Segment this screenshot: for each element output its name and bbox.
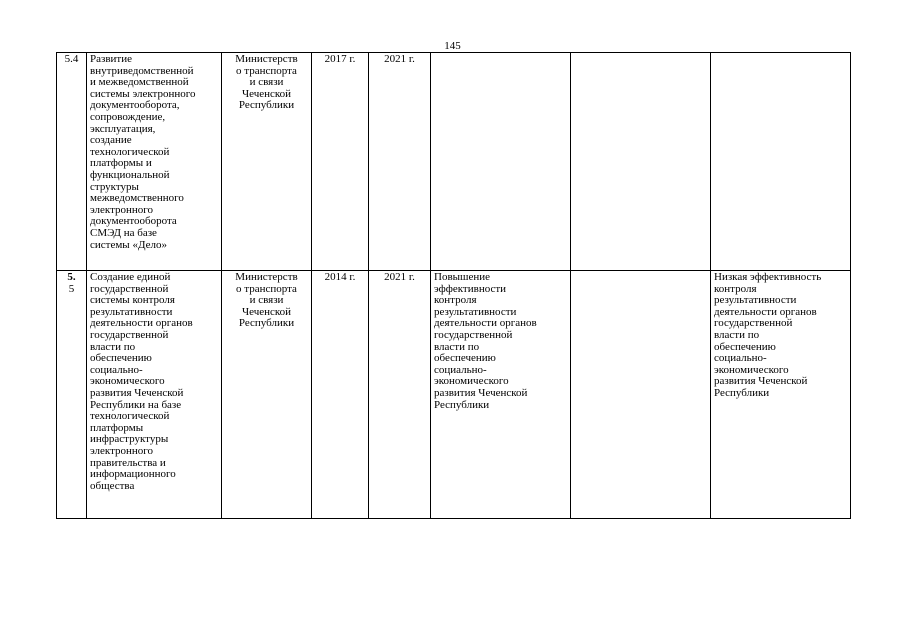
row-number bbox=[57, 271, 87, 519]
table-row bbox=[57, 271, 851, 519]
column-7 bbox=[571, 271, 711, 519]
expected-result-text: Повышение эффективности контроля результативности деятельности органов государственной власти по обеспечению социально- экономического развития Чеченской Республики bbox=[434, 271, 537, 411]
measure-name bbox=[87, 271, 222, 519]
expected-result bbox=[431, 53, 571, 271]
table-row bbox=[57, 53, 851, 271]
executor bbox=[222, 271, 312, 519]
end-year: 2021 г. bbox=[369, 271, 431, 519]
measure-name-text: Развитие внутриведомственной и межведомственной системы электронного документооборота, сопровождение, эксплуатация, создание технологической платформы и функциональной структуры межведомственного электронного документооборота СМЭД на базе системы «Дело» bbox=[90, 53, 196, 251]
expected-result bbox=[431, 271, 571, 519]
start-year: 2014 г. bbox=[312, 271, 369, 519]
measure-name bbox=[87, 53, 222, 271]
consequence bbox=[711, 53, 851, 271]
row-number-text: 5.4 bbox=[64, 53, 79, 65]
start-year: 2017 г. bbox=[312, 53, 369, 271]
column-7 bbox=[571, 53, 711, 271]
executor-text: Министерств о транспорта и связи Чеченской Республики bbox=[235, 271, 298, 330]
measures-table bbox=[56, 52, 851, 519]
row-number-bold: 5. bbox=[67, 271, 76, 283]
page-number: 145 bbox=[444, 40, 461, 52]
measure-name-text: Создание единой государственной системы контроля результативности деятельности органов государственной власти по обеспечению социально- экономического развития Чеченской Республики на базе технологической платформы инфраструктуры электронного правительства и информационного общества bbox=[90, 271, 193, 492]
row-number-tail: 5 bbox=[68, 282, 75, 295]
executor bbox=[222, 53, 312, 271]
consequence bbox=[711, 271, 851, 519]
executor-text: Министерств о транспорта и связи Чеченской Республики bbox=[235, 53, 298, 112]
consequence-text: Низкая эффективность контроля результативности деятельности органов государственной власти по обеспечению социально- экономического развития Чеченской Республики bbox=[714, 271, 822, 399]
end-year: 2021 г. bbox=[369, 53, 431, 271]
row-number bbox=[57, 53, 87, 271]
